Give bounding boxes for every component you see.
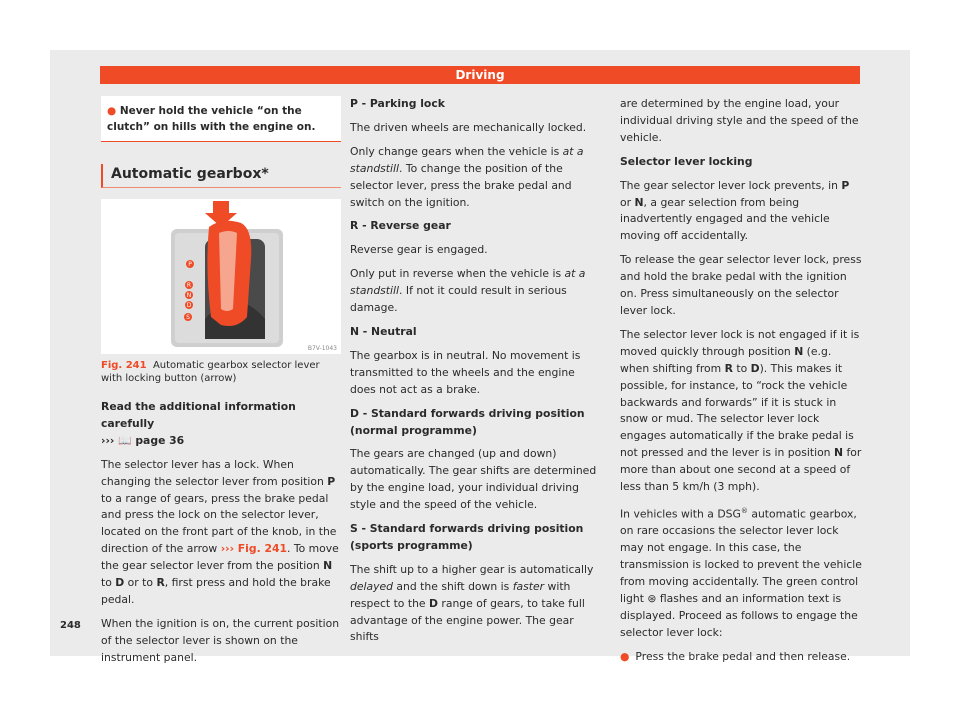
paragraph: Only change gears when the vehicle is at a standstill. To change the position of the selector lever, press the brake pedal and switch on the ignition.	[350, 144, 584, 209]
range-heading-n: N - Neutral	[350, 324, 417, 338]
paragraph: The gearbox is in neutral. No movement is transmitted to the wheels and the engine does not act as a brake.	[350, 348, 581, 396]
bullet-item: ● Press the brake pedal and then release.	[620, 649, 863, 666]
figure-gear-lever	[101, 199, 341, 354]
book-icon: 📖	[118, 433, 132, 447]
gear-label: R	[186, 282, 192, 289]
bullet-icon: ●	[107, 105, 117, 117]
figure-code: B7V-1043	[307, 345, 337, 352]
column-1	[101, 96, 341, 674]
paragraph: Only put in reverse when the vehicle is at a standstill. If not it could result in serious damage.	[350, 267, 586, 315]
paragraph: The selector lever lock is not engaged if it is moved quickly through position N (e.g. when shifting from R to D). This makes it possible, for instance, to “rock the vehicle backwards and forwards” if it is stuck in snow or mud. The selector lever lock engages automatically if the brake pedal is not pressed and the lever is in position N for more than about one second at a speed of less than 5 km/h (3 mph).	[620, 327, 862, 494]
paragraph: The selector lever has a lock. When changing the selector lever from position P to a range of gears, press the brake pedal and press the lock on the selector lever, located on the front part of the knob, in the direction of the arrow ››› Fig. 241. To move the gear selector lever from the position N to D or to R, first press and hold the brake pedal.	[101, 457, 339, 606]
fig-link[interactable]: ››› Fig. 241	[220, 542, 287, 556]
range-heading-r: R - Reverse gear	[350, 219, 451, 233]
gear-label: P	[188, 261, 192, 268]
gear-label: N	[186, 292, 192, 299]
gear-lever-illustration	[101, 199, 341, 354]
gear-label: D	[186, 302, 192, 309]
paragraph: are determined by the engine load, your individual driving style and the speed of the vehicle.	[620, 97, 859, 144]
paragraph: The driven wheels are mechanically locked.	[350, 120, 587, 134]
paragraph: In vehicles with a DSG® automatic gearbox, on rare occasions the selector lever lock may not engage. In this case, the transmission is locked to prevent the vehicle from moving accidentally. The green control light ⊛ flashes and an information text is displayed. Proceed as follows to engage the selector lever lock:	[620, 506, 862, 639]
paragraph: The shift up to a higher gear is automatically delayed and the shift down is faster with respect to the D range of gears, to take full advantage of the engine power. The gear shifts	[350, 562, 594, 644]
column-2	[350, 96, 602, 653]
control-light-icon: ⊛	[647, 592, 657, 606]
paragraph: Reverse gear is engaged.	[350, 243, 488, 257]
column-3	[620, 96, 863, 666]
section-title: Automatic gearbox*	[101, 164, 341, 188]
warning-text: Never hold the vehicle “on the clutch” on hills with the engine on.	[107, 105, 316, 133]
figure-caption: Fig. 241 Automatic gearbox selector lever with locking button (arrow)	[101, 360, 320, 384]
range-heading-p: P - Parking lock	[350, 97, 445, 110]
page-number: 248	[60, 620, 81, 631]
range-heading-d: D - Standard forwards driving position (normal programme)	[350, 406, 585, 437]
paragraph: To release the gear selector lever lock, press and hold the brake pedal with the ignition on. Press simultaneously on the selector lever lock.	[620, 253, 862, 317]
bullet-icon: ●	[620, 649, 630, 663]
paragraph: When the ignition is on, the current position of the selector lever is shown on the instrument panel.	[101, 616, 340, 664]
range-heading-s: S - Standard forwards driving position (sports programme)	[350, 522, 584, 552]
gear-label: S	[186, 314, 190, 321]
paragraph: The gear selector lever lock prevents, in P or N, a gear selection from being inadvertently engaged and the vehicle moving off accidentally.	[620, 178, 850, 243]
subheading-lever-locking: Selector lever locking	[620, 154, 753, 168]
warning-box	[101, 96, 341, 142]
paragraph: The gears are changed (up and down) automatically. The gear shifts are determined by the engine load, your individual driving style and the speed of the vehicle.	[350, 447, 597, 512]
page-header: Driving	[100, 66, 860, 84]
read-more: Read the additional information carefully ››› 📖 page 36	[101, 400, 296, 447]
